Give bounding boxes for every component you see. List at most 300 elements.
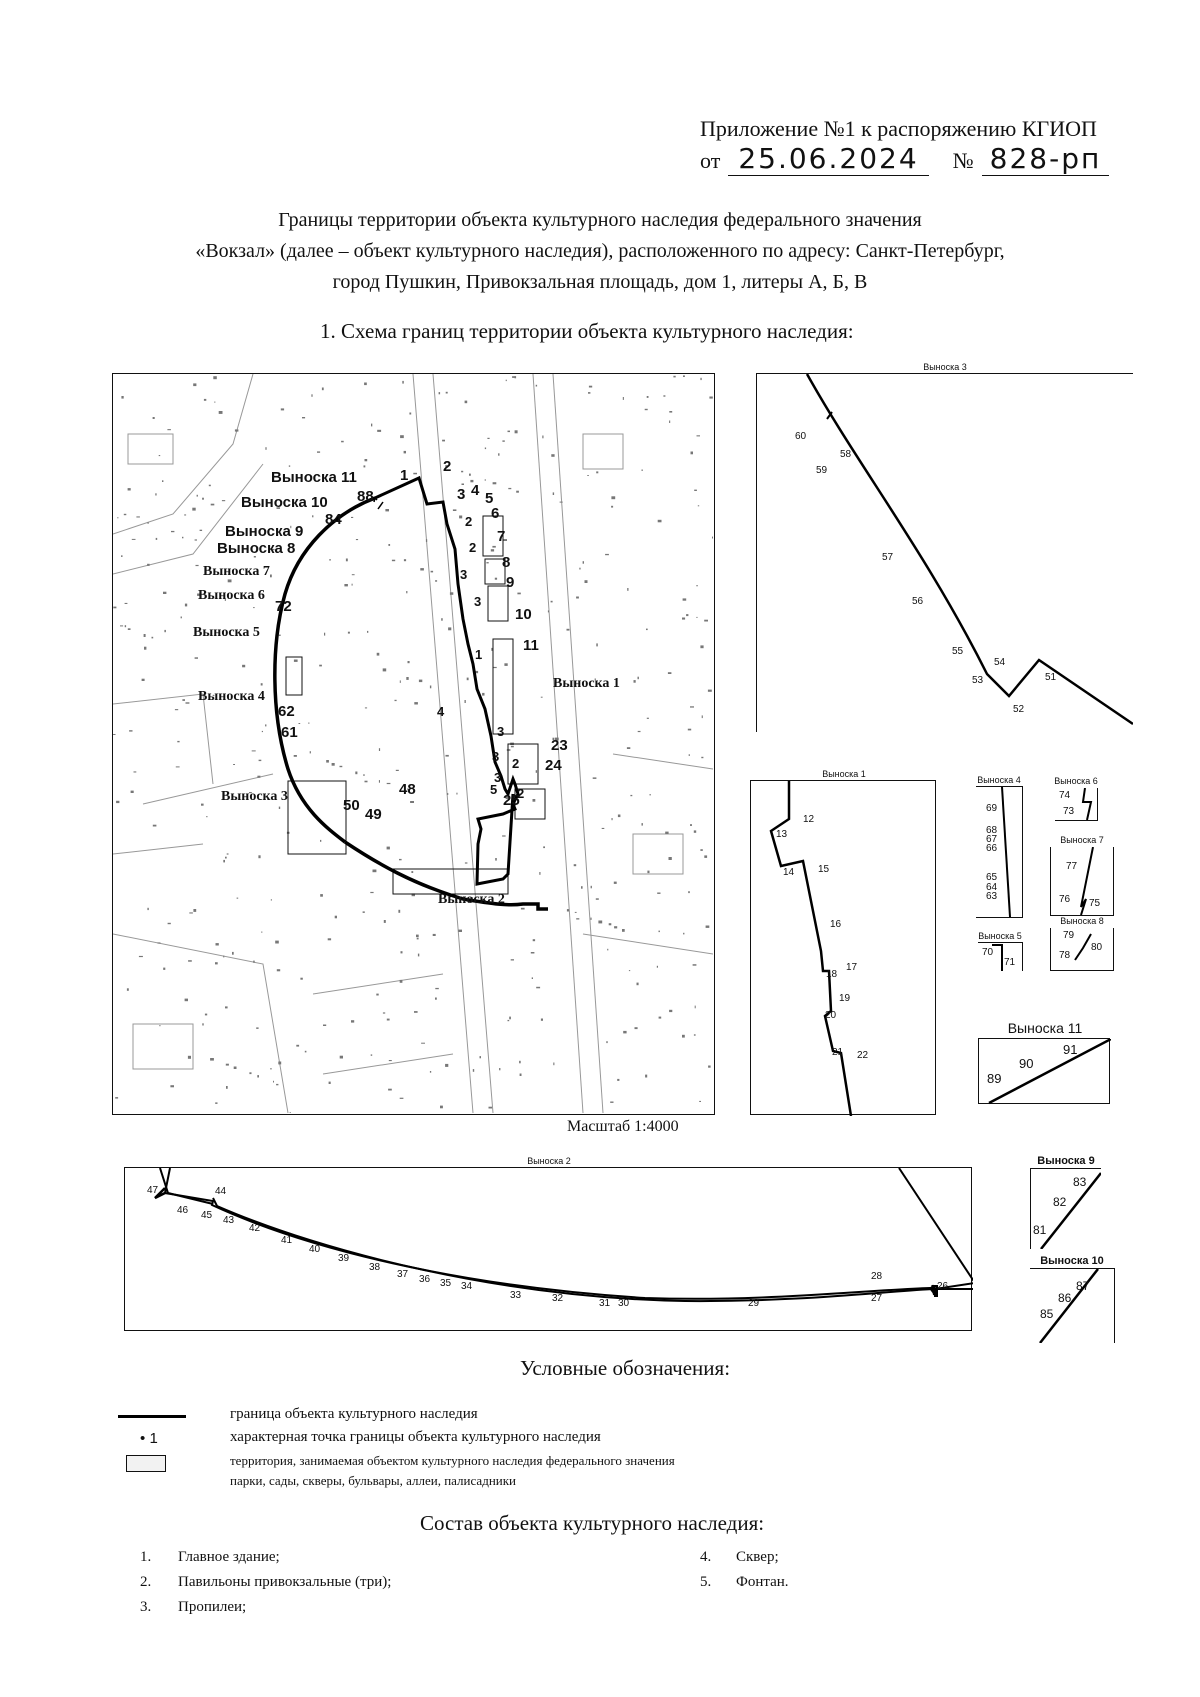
point-label: 51 xyxy=(1045,672,1057,683)
map-speckle-dot xyxy=(261,683,263,685)
map-speckle-dot xyxy=(614,882,617,884)
map-speckle-dot xyxy=(182,537,183,539)
map-speckle-dot xyxy=(682,1035,685,1038)
point-label: 68 xyxy=(986,825,998,836)
map-speckle-dot xyxy=(456,793,457,795)
map-speckle-dot xyxy=(270,575,272,578)
point-label: 13 xyxy=(776,829,788,840)
map-speckle-dot xyxy=(609,923,612,925)
map-speckle xyxy=(113,375,713,1113)
map-speckle-dot xyxy=(204,399,206,401)
point-label: 4 xyxy=(471,482,480,499)
map-speckle-dot xyxy=(392,560,395,562)
point-label: 64 xyxy=(986,882,998,893)
map-speckle-dot xyxy=(690,706,694,707)
map-speckle-dot xyxy=(379,748,380,751)
map-speckle-dot xyxy=(688,729,691,731)
map-speckle-dot xyxy=(491,549,494,551)
map-speckle-dot xyxy=(144,634,146,637)
map-speckle-dot xyxy=(689,754,690,756)
point-label: 24 xyxy=(545,757,562,774)
callout-label-1: Выноска 1 xyxy=(553,676,620,691)
map-speckle-dot xyxy=(482,693,484,696)
point-label: 57 xyxy=(882,552,894,563)
map-speckle-dot xyxy=(646,629,648,631)
point-label: 74 xyxy=(1059,790,1071,801)
point-label: 50 xyxy=(343,797,360,814)
point-label: 30 xyxy=(618,1298,630,1309)
point-label: 37 xyxy=(397,1269,409,1280)
map-speckle-dot xyxy=(121,555,122,557)
map-speckle-dot xyxy=(458,930,462,932)
item-text: Павильоны привокзальные (три); xyxy=(178,1574,392,1590)
map-speckle-dot xyxy=(195,539,197,540)
point-label: 91 xyxy=(1063,1042,1078,1057)
map-speckle-dot xyxy=(289,465,290,466)
map-speckle-dot xyxy=(611,496,615,499)
map-speckle-dot xyxy=(256,1027,258,1029)
map-speckle-dot xyxy=(627,588,628,591)
map-speckle-dot xyxy=(617,1079,619,1081)
map-speckle-dot xyxy=(669,421,670,424)
map-speckle-dot xyxy=(487,438,489,439)
object-number: 2 xyxy=(512,756,520,771)
map-speckle-dot xyxy=(673,376,675,378)
item-text: Фонтан. xyxy=(736,1574,789,1590)
point-label: 38 xyxy=(369,1262,381,1273)
point-label: 19 xyxy=(839,993,851,1004)
map-speckle-dot xyxy=(585,580,588,583)
point-label: 14 xyxy=(783,867,795,878)
callout-4-caption: Выноска 4 xyxy=(977,775,1021,785)
map-speckle-dot xyxy=(317,451,320,452)
callout-8-caption: Выноска 8 xyxy=(1060,916,1104,926)
map-speckle-dot xyxy=(683,375,685,377)
point-label: 67 xyxy=(986,834,998,845)
map-speckle-dot xyxy=(495,578,497,580)
composition-item xyxy=(140,1595,391,1620)
legend-area-symbol xyxy=(126,1455,166,1472)
map-speckle-dot xyxy=(387,783,391,784)
map-speckle-dot xyxy=(551,454,554,457)
callout-label-9: Выноска 9 xyxy=(225,523,304,540)
map-speckle-dot xyxy=(607,949,608,951)
map-speckle-dot xyxy=(176,766,180,767)
map-speckle-dot xyxy=(511,959,514,960)
map-speckle-dot xyxy=(509,1017,511,1020)
map-speckle-dot xyxy=(400,980,403,983)
point-label: 53 xyxy=(972,675,984,686)
map-speckle-dot xyxy=(669,857,672,860)
map-speckle-dot xyxy=(658,520,662,523)
map-speckle-dot xyxy=(400,435,404,438)
legend-line-symbol xyxy=(118,1415,186,1418)
map-speckle-dot xyxy=(709,397,712,399)
map-speckle-dot xyxy=(668,672,672,674)
map-speckle-dot xyxy=(253,607,254,608)
map-speckle-dot xyxy=(396,770,399,771)
map-speckle-dot xyxy=(489,1107,493,1109)
map-speckle-dot xyxy=(319,665,322,667)
map-speckle-dot xyxy=(539,872,540,875)
map-speckle-dot xyxy=(168,923,171,924)
map-speckle-dot xyxy=(630,795,632,796)
map-speckle-dot xyxy=(351,517,353,518)
map-speckle-dot xyxy=(504,663,507,666)
map-speckle-dot xyxy=(171,531,174,532)
map-speckle-dot xyxy=(398,910,400,913)
map-speckle-dot xyxy=(694,490,697,491)
point-label: 66 xyxy=(986,843,998,854)
map-speckle-dot xyxy=(511,746,514,748)
map-speckle-dot xyxy=(704,620,708,622)
map-speckle-dot xyxy=(614,926,617,928)
map-speckle-dot xyxy=(385,509,389,511)
map-speckle-dot xyxy=(276,1084,278,1085)
map-speckle-dot xyxy=(159,455,161,456)
map-speckle-dot xyxy=(441,618,443,621)
map-speckle-dot xyxy=(596,471,598,473)
callout-label-5: Выноска 5 xyxy=(193,625,260,640)
point-label: 17 xyxy=(846,962,858,973)
callout-2-line xyxy=(125,1168,973,1332)
map-speckle-dot xyxy=(708,1066,711,1068)
legend-point-number: 1 xyxy=(149,1430,158,1447)
map-speckle-dot xyxy=(164,630,166,632)
callout-6-caption: Выноска 6 xyxy=(1054,776,1098,786)
map-speckle-dot xyxy=(147,564,150,566)
map-speckle-dot xyxy=(697,435,701,436)
map-speckle-dot xyxy=(365,781,368,783)
point-label: 70 xyxy=(982,947,994,958)
map-speckle-dot xyxy=(144,647,146,650)
callout-8 xyxy=(1050,916,1114,971)
map-speckle-dot xyxy=(162,480,163,482)
map-speckle-dot xyxy=(237,898,239,899)
composition-item xyxy=(700,1545,789,1570)
map-speckle-dot xyxy=(560,502,563,503)
map-speckle-dot xyxy=(480,1056,482,1058)
map-speckle-dot xyxy=(486,562,488,563)
map-speckle-dot xyxy=(225,1006,228,1008)
map-speckle-dot xyxy=(308,723,309,724)
item-text: Сквер; xyxy=(736,1549,779,1565)
map-speckle-dot xyxy=(669,1010,672,1012)
map-speckle-dot xyxy=(312,515,313,517)
map-speckle-dot xyxy=(517,593,520,595)
map-speckle-dot xyxy=(574,864,577,866)
point-label: 34 xyxy=(461,1281,473,1292)
map-speckle-dot xyxy=(175,709,178,710)
point-label: 75 xyxy=(1089,898,1101,909)
map-speckle-dot xyxy=(635,1027,638,1029)
map-speckle-dot xyxy=(332,763,335,766)
point-label: 15 xyxy=(818,864,830,875)
point-label: 20 xyxy=(825,1010,837,1021)
map-speckle-dot xyxy=(377,430,381,432)
map-speckle-dot xyxy=(252,750,256,751)
map-speckle-dot xyxy=(202,498,204,500)
composition-item xyxy=(700,1570,789,1595)
map-speckle-dot xyxy=(278,1062,281,1065)
map-speckle-dot xyxy=(279,807,280,809)
map-speckle-dot xyxy=(296,1045,299,1047)
point-label: 25 xyxy=(503,792,520,809)
point-label: 36 xyxy=(419,1274,431,1285)
title-line-2: «Вокзал» (далее – объект культурного наследия), расположенного по адресу: Санкт-Петербург, xyxy=(195,240,1005,262)
map-speckle-dot xyxy=(129,730,132,731)
map-speckle-dot xyxy=(591,886,592,889)
point-label: 43 xyxy=(223,1215,235,1226)
point-label: 84 xyxy=(325,511,342,528)
callout-11 xyxy=(978,1020,1110,1104)
object-number: 3 xyxy=(492,749,500,764)
map-speckle-dot xyxy=(426,539,427,542)
item-number: 3. xyxy=(140,1599,152,1615)
map-speckle-dot xyxy=(576,597,579,599)
map-speckle-dot xyxy=(271,899,272,900)
map-speckle-dot xyxy=(536,770,537,773)
map-speckle-dot xyxy=(186,702,190,703)
point-label: 29 xyxy=(748,1298,760,1309)
map-speckle-dot xyxy=(433,934,436,936)
map-speckle-dot xyxy=(439,392,441,394)
map-speckle-dot xyxy=(215,1102,217,1104)
callout-4 xyxy=(976,775,1023,918)
map-speckle-dot xyxy=(128,628,131,630)
map-speckle-dot xyxy=(371,424,372,427)
map-speckle-dot xyxy=(669,411,672,413)
map-speckle-dot xyxy=(115,1097,118,1099)
map-speckle-dot xyxy=(414,702,418,704)
legend-dot: • xyxy=(140,1430,146,1447)
callout-9-line xyxy=(1031,1169,1101,1249)
map-speckle-dot xyxy=(694,830,696,832)
composition-item xyxy=(140,1570,391,1595)
map-speckle-dot xyxy=(448,627,451,630)
map-speckle-dot xyxy=(690,824,692,826)
map-speckle-dot xyxy=(693,964,697,966)
callout-7-caption: Выноска 7 xyxy=(1060,835,1104,845)
map-speckle-dot xyxy=(637,983,639,986)
map-speckle-dot xyxy=(302,417,305,418)
point-label: 56 xyxy=(912,596,924,607)
map-speckle-dot xyxy=(691,452,694,455)
map-speckle-dot xyxy=(657,893,660,894)
callout-2-caption: Выноска 2 xyxy=(527,1156,571,1166)
map-speckle-dot xyxy=(363,774,365,775)
map-speckle-dot xyxy=(702,715,703,718)
map-speckle-dot xyxy=(270,1068,272,1069)
point-label: 77 xyxy=(1066,861,1078,872)
point-label: 86 xyxy=(1058,1291,1072,1305)
map-speckle-dot xyxy=(371,1054,373,1055)
map-speckle-dot xyxy=(515,430,518,433)
map-speckle-dot xyxy=(305,1051,307,1053)
legend-item-point: характерная точка границы объекта культурного наследия xyxy=(230,1429,601,1445)
point-label: 87 xyxy=(1076,1279,1090,1293)
map-speckle-dot xyxy=(665,832,668,834)
point-label: 58 xyxy=(840,449,852,460)
map-speckle-dot xyxy=(404,451,406,454)
point-label: 10 xyxy=(515,606,532,623)
point-label: 44 xyxy=(215,1186,227,1197)
point-label: 62 xyxy=(278,703,295,720)
map-speckle-dot xyxy=(445,1064,448,1067)
point-label: 83 xyxy=(1073,1175,1087,1189)
map-speckle-dot xyxy=(355,772,357,775)
map-speckle-dot xyxy=(605,554,609,555)
point-label: 26 xyxy=(937,1281,949,1292)
point-label: 9 xyxy=(506,574,515,591)
map-speckle-dot xyxy=(579,568,580,570)
map-speckle-dot xyxy=(120,625,123,626)
point-label: 59 xyxy=(816,465,828,476)
map-speckle-dot xyxy=(215,962,218,964)
map-speckle-dot xyxy=(700,645,703,648)
map-speckle-dot xyxy=(113,734,115,735)
map-speckle-dot xyxy=(370,892,373,893)
callout-label-10: Выноска 10 xyxy=(241,494,328,511)
map-speckle-dot xyxy=(210,1058,214,1061)
map-speckle-dot xyxy=(226,1064,229,1066)
order-date-row xyxy=(700,142,1109,176)
order-number: 828-рп xyxy=(982,142,1110,176)
map-speckle-dot xyxy=(435,580,437,582)
point-label: 73 xyxy=(1063,806,1075,817)
map-speckle-dot xyxy=(553,1063,554,1066)
point-label: 41 xyxy=(281,1235,293,1246)
map-speckle-dot xyxy=(121,396,123,399)
map-speckle-dot xyxy=(127,988,129,991)
callout-1 xyxy=(750,769,936,1115)
section-1-heading: 1. Схема границ территории объекта культурного наследия: xyxy=(320,319,854,343)
map-speckle-dot xyxy=(249,1072,251,1074)
map-speckle-dot xyxy=(645,1075,647,1078)
point-label: 16 xyxy=(830,919,842,930)
map-speckle-dot xyxy=(683,598,687,600)
map-speckle-dot xyxy=(211,504,215,506)
point-label: 60 xyxy=(795,431,807,442)
composition-list-right xyxy=(700,1545,789,1595)
point-label: 28 xyxy=(871,1271,883,1282)
map-speckle-dot xyxy=(686,614,688,616)
point-label: 78 xyxy=(1059,950,1071,961)
map-speckle-dot xyxy=(498,453,499,455)
map-speckle-dot xyxy=(493,667,497,668)
point-label: 31 xyxy=(599,1298,611,1309)
map-speckle-dot xyxy=(387,1019,390,1021)
map-speckle-dot xyxy=(365,707,367,708)
map-speckle-dot xyxy=(277,969,280,971)
point-label: 88 xyxy=(357,488,374,505)
map-speckle-dot xyxy=(341,441,344,443)
map-speckle-dot xyxy=(712,537,713,539)
callout-7 xyxy=(1050,835,1114,916)
composition-title: Состав объекта культурного наследия: xyxy=(420,1511,765,1535)
map-speckle-dot xyxy=(442,440,445,442)
map-speckle-dot xyxy=(300,978,302,980)
map-speckle-dot xyxy=(612,818,613,820)
point-label: 3 xyxy=(457,486,466,503)
legend-item-parks: парки, сады, скверы, бульвары, аллеи, палисадники xyxy=(230,1473,517,1488)
map-speckle-dot xyxy=(275,941,279,944)
map-speckle-dot xyxy=(473,1069,474,1072)
map-speckle-dot xyxy=(184,514,186,515)
map-speckle-dot xyxy=(365,459,368,461)
map-speckle-dot xyxy=(200,530,203,531)
map-speckle-dot xyxy=(700,849,702,851)
map-speckle-dot xyxy=(363,911,365,913)
map-speckle-dot xyxy=(188,1056,191,1059)
map-speckle-dot xyxy=(411,871,413,873)
map-speckle-dot xyxy=(623,397,624,400)
map-speckle-dot xyxy=(553,492,554,495)
map-speckle-dot xyxy=(329,1082,331,1084)
map-speckle-dot xyxy=(253,961,255,963)
map-speckle-dot xyxy=(515,376,517,378)
object-number: 2 xyxy=(465,514,473,529)
map-speckle-dot xyxy=(627,747,630,749)
point-label: 12 xyxy=(803,814,815,825)
legend-point-symbol xyxy=(140,1430,158,1447)
map-speckle-dot xyxy=(233,764,235,765)
callout-label-8: Выноска 8 xyxy=(217,540,296,557)
map-speckle-dot xyxy=(638,731,641,732)
map-speckle-dot xyxy=(235,429,239,431)
point-label: 45 xyxy=(201,1210,213,1221)
map-speckle-dot xyxy=(410,801,414,803)
map-speckle-dot xyxy=(611,506,613,508)
map-speckle-dot xyxy=(163,592,166,594)
map-speckle-dot xyxy=(629,970,630,971)
callout-label-7: Выноска 7 xyxy=(203,564,270,579)
map-speckle-dot xyxy=(406,677,408,680)
map-speckle-dot xyxy=(225,857,227,859)
map-speckle-dot xyxy=(647,396,649,398)
map-speckle-dot xyxy=(512,376,514,378)
map-speckle-dot xyxy=(242,665,245,668)
map-speckle-dot xyxy=(465,700,466,703)
map-speckle-dot xyxy=(417,938,419,940)
map-speckle-dot xyxy=(704,855,707,858)
map-speckle-dot xyxy=(193,909,196,912)
map-speckle-dot xyxy=(201,804,204,806)
legend-title: Условные обозначения: xyxy=(520,1356,731,1380)
map-speckle-dot xyxy=(541,1019,543,1021)
point-label: 35 xyxy=(440,1278,452,1289)
map-speckle-dot xyxy=(311,394,312,397)
map-speckle-dot xyxy=(696,617,697,618)
map-speckle-dot xyxy=(551,601,553,603)
map-speckle-dot xyxy=(352,574,355,575)
map-speckle-dot xyxy=(348,632,350,634)
map-speckle-dot xyxy=(447,793,448,795)
point-label: 63 xyxy=(986,891,998,902)
map-speckle-dot xyxy=(508,488,511,489)
map-speckle-dot xyxy=(364,465,366,467)
map-speckle-dot xyxy=(197,495,198,497)
point-label: 90 xyxy=(1019,1056,1034,1071)
map-speckle-dot xyxy=(485,448,486,450)
point-label: 18 xyxy=(826,969,838,980)
map-speckle-dot xyxy=(683,933,684,935)
map-speckle-dot xyxy=(642,823,643,826)
map-speckle-dot xyxy=(465,862,468,863)
map-speckle-dot xyxy=(404,559,406,561)
map-speckle-dot xyxy=(222,500,225,501)
point-label: 42 xyxy=(249,1223,261,1234)
